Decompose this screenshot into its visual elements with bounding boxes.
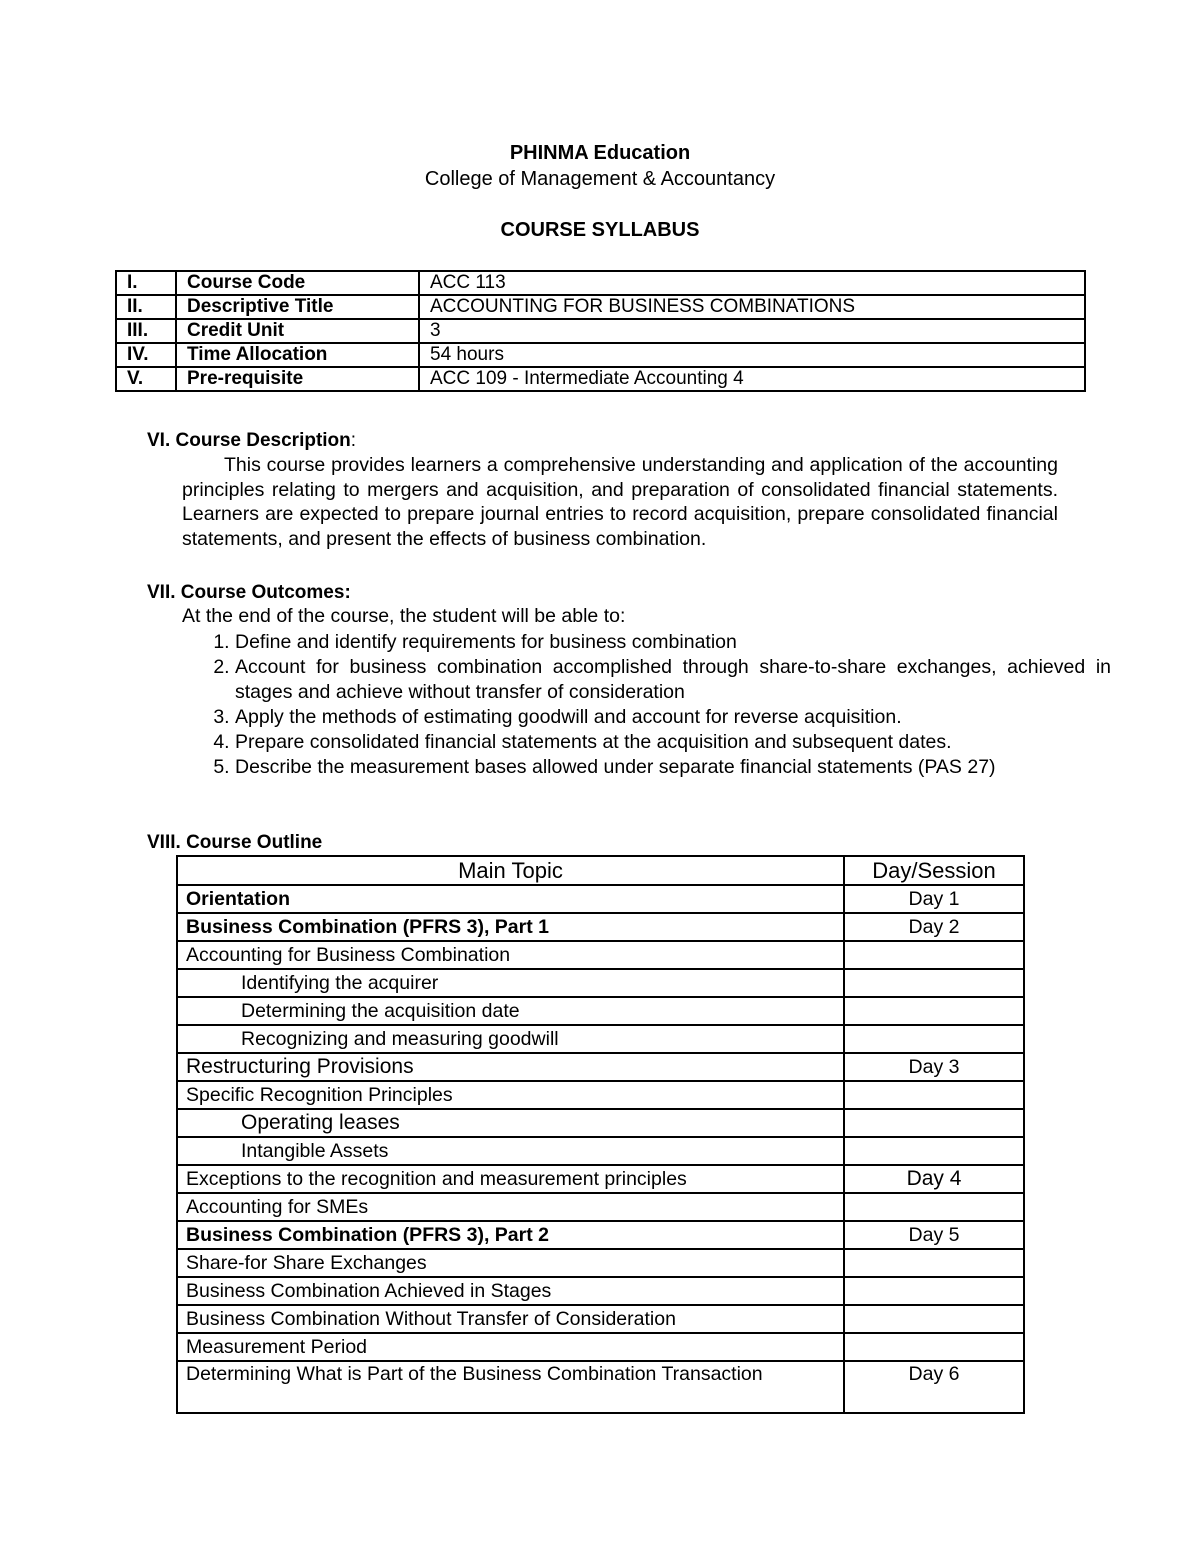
- day-cell: [844, 1333, 1024, 1361]
- college-name: College of Management & Accountancy: [424, 168, 776, 190]
- topic-cell: Exceptions to the recognition and measurement principles: [177, 1165, 844, 1193]
- day-cell: [844, 1193, 1024, 1221]
- table-row: [177, 1361, 1024, 1413]
- topic-cell: Business Combination Without Transfer of Consideration: [177, 1305, 844, 1333]
- table-row: [177, 1109, 1024, 1137]
- table-row: [177, 885, 1024, 913]
- topic-cell: Operating leases: [177, 1109, 844, 1137]
- field-value: 3: [419, 319, 1085, 343]
- list-item: 2. Account for business combination accomplished through share-to-share exchanges, achieved in stages and achieve without transfer of consideration: [235, 655, 1111, 705]
- field-label: Time Allocation: [176, 343, 419, 367]
- course-outline-table: [176, 855, 1025, 1414]
- day-cell: Day 2: [844, 913, 1024, 941]
- outline-heading: VIII. Course Outline: [147, 832, 323, 853]
- topic-cell: Business Combination (PFRS 3), Part 2: [177, 1221, 844, 1249]
- table-row: [177, 1165, 1024, 1193]
- table-row: [177, 913, 1024, 941]
- day-cell: Day 1: [844, 885, 1024, 913]
- row-number: IV.: [116, 343, 176, 367]
- topic-cell: Measurement Period: [177, 1333, 844, 1361]
- row-number: I.: [116, 271, 176, 295]
- day-cell: [844, 1081, 1024, 1109]
- day-cell: [844, 1305, 1024, 1333]
- topic-cell: Identifying the acquirer: [177, 969, 844, 997]
- table-row: [116, 367, 1085, 391]
- field-label: Descriptive Title: [176, 295, 419, 319]
- table-row: [177, 969, 1024, 997]
- table-row: [177, 1333, 1024, 1361]
- table-row: [116, 295, 1085, 319]
- day-cell: [844, 1249, 1024, 1277]
- table-row: [177, 1193, 1024, 1221]
- day-cell: Day 5: [844, 1221, 1024, 1249]
- table-row: [177, 941, 1024, 969]
- list-item: 1. Define and identify requirements for business combination: [235, 630, 1111, 655]
- column-header-topic: Main Topic: [177, 856, 844, 885]
- topic-cell: Determining What is Part of the Business Combination Transaction: [177, 1361, 844, 1413]
- list-item: 4. Prepare consolidated financial statements at the acquisition and subsequent dates.: [235, 730, 1111, 755]
- outcomes-list: [182, 630, 1111, 780]
- topic-cell: Intangible Assets: [177, 1137, 844, 1165]
- day-cell: [844, 1109, 1024, 1137]
- field-label: Credit Unit: [176, 319, 419, 343]
- field-label: Course Code: [176, 271, 419, 295]
- table-row: [177, 1277, 1024, 1305]
- table-row: [177, 1249, 1024, 1277]
- day-cell: [844, 941, 1024, 969]
- list-item: 5. Describe the measurement bases allowed under separate financial statements (PAS 27): [235, 755, 1111, 780]
- field-label: Pre-requisite: [176, 367, 419, 391]
- course-info-table: [115, 270, 1086, 392]
- topic-cell: Recognizing and measuring goodwill: [177, 1025, 844, 1053]
- organization-name: PHINMA Education: [509, 142, 691, 164]
- topic-cell: Share-for Share Exchanges: [177, 1249, 844, 1277]
- topic-cell: Orientation: [177, 885, 844, 913]
- topic-cell: Business Combination (PFRS 3), Part 1: [177, 913, 844, 941]
- course-description: This course provides learners a comprehensive understanding and application of the accounting principles relating to mergers and acquisition, and preparation of consolidated financial statements. Learners are expected to prepare journal entries to record acquisition, prepare consolidated financial statements, and present the effects of business combination.: [182, 454, 1058, 550]
- table-row: [116, 319, 1085, 343]
- table-row: [177, 1221, 1024, 1249]
- table-row: [177, 1053, 1024, 1081]
- description-heading-colon: :: [350, 430, 357, 451]
- table-row: [177, 997, 1024, 1025]
- field-value: ACC 109 - Intermediate Accounting 4: [419, 367, 1085, 391]
- topic-cell: Determining the acquisition date: [177, 997, 844, 1025]
- description-heading-text: VI. Course Description: [147, 430, 351, 451]
- table-row: [177, 1081, 1024, 1109]
- field-value: 54 hours: [419, 343, 1085, 367]
- table-header-row: [177, 856, 1024, 885]
- topic-cell: Specific Recognition Principles: [177, 1081, 844, 1109]
- topic-cell: Accounting for SMEs: [177, 1193, 844, 1221]
- row-number: III.: [116, 319, 176, 343]
- topic-cell: Business Combination Achieved in Stages: [177, 1277, 844, 1305]
- day-cell: [844, 969, 1024, 997]
- topic-cell: Restructuring Provisions: [177, 1053, 844, 1081]
- day-cell: Day 4: [844, 1165, 1024, 1193]
- list-item: 3. Apply the methods of estimating goodwill and account for reverse acquisition.: [235, 705, 1111, 730]
- day-cell: [844, 1277, 1024, 1305]
- topic-cell: Accounting for Business Combination: [177, 941, 844, 969]
- day-cell: Day 3: [844, 1053, 1024, 1081]
- day-cell: [844, 1025, 1024, 1053]
- field-value: ACC 113: [419, 271, 1085, 295]
- row-number: II.: [116, 295, 176, 319]
- table-row: [116, 271, 1085, 295]
- field-value: ACCOUNTING FOR BUSINESS COMBINATIONS: [419, 295, 1085, 319]
- table-row: [177, 1137, 1024, 1165]
- outcomes-heading: VII. Course Outcomes:: [147, 582, 351, 603]
- document-title: COURSE SYLLABUS: [500, 219, 700, 241]
- description-heading: [147, 430, 356, 452]
- table-row: [116, 343, 1085, 367]
- table-row: [177, 1305, 1024, 1333]
- table-row: [177, 1025, 1024, 1053]
- day-cell: [844, 997, 1024, 1025]
- outcomes-intro: At the end of the course, the student will be able to:: [182, 605, 626, 627]
- day-cell: Day 6: [844, 1361, 1024, 1413]
- day-cell: [844, 1137, 1024, 1165]
- column-header-day: Day/Session: [844, 856, 1024, 885]
- row-number: V.: [116, 367, 176, 391]
